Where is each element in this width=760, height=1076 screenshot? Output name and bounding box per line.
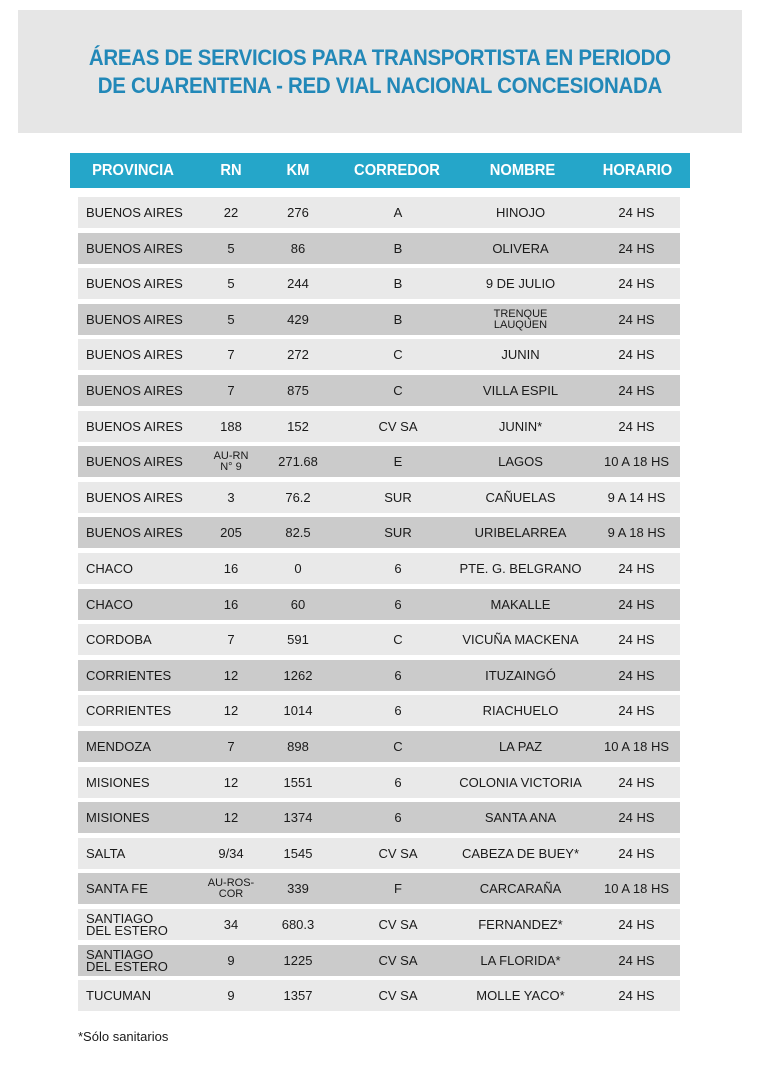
cell-corredor: B	[393, 275, 403, 291]
cell-provincia: SANTIAGO DEL ESTERO	[86, 946, 168, 974]
cell-corredor: 6	[394, 809, 402, 825]
cell-provincia: MENDOZA	[86, 738, 151, 754]
cell-rn: 12	[223, 809, 239, 825]
cell-provincia: MISIONES	[86, 774, 150, 790]
page-title	[89, 44, 671, 100]
cell-horario: 24 HS	[618, 952, 655, 968]
table-row	[78, 482, 680, 513]
cell-rn: 12	[223, 667, 239, 683]
table-row	[78, 945, 680, 976]
cell-rn: 34	[223, 916, 239, 932]
table-row	[78, 802, 680, 833]
cell-nombre: VICUÑA MACKENA	[462, 631, 579, 647]
cell-provincia: BUENOS AIRES	[86, 489, 183, 505]
cell-nombre: HINOJO	[495, 204, 546, 220]
cell-rn: 7	[227, 346, 235, 362]
cell-nombre: COLONIA VICTORIA	[459, 774, 582, 790]
cell-horario: 24 HS	[618, 418, 655, 434]
cell-km: 276	[287, 204, 309, 220]
cell-nombre: VILLA ESPIL	[482, 382, 559, 398]
table-row	[78, 411, 680, 442]
cell-corredor: CV SA	[378, 418, 418, 434]
header-horario: HORARIO	[602, 162, 673, 179]
cell-km: 1545	[283, 845, 313, 861]
cell-km: 875	[287, 382, 309, 398]
cell-rn: AU-RN N° 9	[213, 449, 249, 473]
cell-horario: 24 HS	[618, 382, 655, 398]
cell-nombre: ITUZAINGÓ	[485, 667, 556, 683]
cell-rn: 3	[227, 489, 235, 505]
table-row	[78, 446, 680, 477]
cell-nombre: PTE. G. BELGRANO	[459, 560, 582, 576]
cell-horario: 10 A 18 HS	[603, 738, 670, 754]
cell-corredor: B	[393, 240, 403, 256]
cell-rn: 7	[227, 382, 235, 398]
cell-provincia: TUCUMAN	[86, 987, 151, 1003]
title-banner	[18, 10, 742, 133]
cell-nombre: MOLLE YACO*	[476, 987, 565, 1003]
cell-rn: 22	[223, 204, 239, 220]
cell-provincia: CHACO	[86, 560, 133, 576]
cell-corredor: CV SA	[378, 845, 418, 861]
cell-corredor: B	[393, 311, 403, 327]
cell-corredor: A	[393, 204, 403, 220]
cell-provincia: CORDOBA	[86, 631, 152, 647]
cell-provincia: CORRIENTES	[86, 667, 172, 683]
cell-corredor: SUR	[384, 524, 412, 540]
table-row	[78, 375, 680, 406]
cell-provincia: CHACO	[86, 596, 133, 612]
cell-rn: 7	[227, 631, 235, 647]
cell-km: 86	[290, 240, 306, 256]
cell-horario: 24 HS	[618, 240, 655, 256]
cell-nombre: LAGOS	[498, 453, 543, 469]
cell-provincia: BUENOS AIRES	[86, 346, 183, 362]
table-row	[78, 233, 680, 264]
cell-provincia: BUENOS AIRES	[86, 240, 183, 256]
cell-horario: 24 HS	[618, 667, 655, 683]
cell-rn: 12	[223, 702, 239, 718]
cell-nombre: OLIVERA	[492, 240, 549, 256]
cell-horario: 24 HS	[618, 845, 655, 861]
cell-corredor: CV SA	[378, 916, 418, 932]
cell-rn: 205	[220, 524, 242, 540]
cell-corredor: 6	[394, 667, 402, 683]
cell-nombre: 9 DE JULIO	[485, 275, 556, 291]
cell-corredor: F	[394, 880, 402, 896]
cell-horario: 24 HS	[618, 774, 655, 790]
cell-provincia: BUENOS AIRES	[86, 311, 183, 327]
header-km: KM	[286, 162, 310, 179]
cell-km: 1014	[283, 702, 313, 718]
cell-km: 272	[287, 346, 309, 362]
cell-horario: 24 HS	[618, 809, 655, 825]
title-line-1: ÁREAS DE SERVICIOS PARA TRANSPORTISTA EN PERIODO	[89, 44, 671, 70]
cell-km: 244	[287, 275, 309, 291]
cell-nombre: SANTA ANA	[484, 809, 557, 825]
cell-rn: 9	[227, 952, 235, 968]
footnote: *Sólo sanitarios	[78, 1029, 169, 1044]
table-row	[78, 909, 680, 940]
table-row	[78, 304, 680, 335]
cell-provincia: BUENOS AIRES	[86, 453, 183, 469]
cell-horario: 24 HS	[618, 702, 655, 718]
cell-nombre: MAKALLE	[490, 596, 551, 612]
cell-horario: 9 A 14 HS	[607, 489, 666, 505]
cell-corredor: CV SA	[378, 952, 418, 968]
cell-horario: 24 HS	[618, 346, 655, 362]
cell-nombre: TRENQUE LAUQUEN	[493, 307, 548, 331]
cell-km: 1357	[283, 987, 313, 1003]
table-row	[78, 268, 680, 299]
cell-corredor: CV SA	[378, 987, 418, 1003]
cell-km: 591	[287, 631, 309, 647]
cell-provincia: SANTA FE	[86, 880, 148, 896]
header-corredor: CORREDOR	[354, 162, 440, 179]
cell-corredor: 6	[394, 596, 402, 612]
table-row	[78, 873, 680, 904]
cell-horario: 9 A 18 HS	[607, 524, 666, 540]
cell-corredor: E	[393, 453, 403, 469]
cell-rn: 16	[223, 560, 239, 576]
cell-rn: 7	[227, 738, 235, 754]
cell-rn: 188	[220, 418, 242, 434]
cell-horario: 24 HS	[618, 560, 655, 576]
cell-rn: 5	[227, 240, 235, 256]
cell-nombre: URIBELARREA	[474, 524, 567, 540]
table-row	[78, 339, 680, 370]
cell-provincia: BUENOS AIRES	[86, 275, 183, 291]
table-header	[70, 153, 690, 188]
cell-provincia: SALTA	[86, 845, 126, 861]
cell-horario: 24 HS	[618, 275, 655, 291]
cell-corredor: C	[393, 382, 403, 398]
cell-horario: 24 HS	[618, 596, 655, 612]
cell-provincia: SANTIAGO DEL ESTERO	[86, 910, 168, 938]
table-row	[78, 731, 680, 762]
header-provincia: PROVINCIA	[92, 162, 174, 179]
table-row	[78, 660, 680, 691]
cell-km: 339	[287, 880, 309, 896]
cell-horario: 24 HS	[618, 204, 655, 220]
table-row	[78, 838, 680, 869]
cell-km: 1551	[283, 774, 313, 790]
header-rn: RN	[220, 162, 242, 179]
cell-corredor: 6	[394, 774, 402, 790]
cell-km: 1225	[283, 952, 313, 968]
cell-nombre: JUNIN	[501, 346, 540, 362]
cell-nombre: FERNANDEZ*	[478, 916, 563, 932]
cell-provincia: BUENOS AIRES	[86, 418, 183, 434]
table-row	[78, 553, 680, 584]
cell-nombre: CARCARAÑA	[479, 880, 562, 896]
cell-rn: 16	[223, 596, 239, 612]
cell-nombre: LA PAZ	[498, 738, 543, 754]
table-row	[78, 695, 680, 726]
cell-horario: 24 HS	[618, 916, 655, 932]
cell-rn: 5	[227, 311, 235, 327]
table-row	[78, 624, 680, 655]
cell-rn: 9	[227, 987, 235, 1003]
cell-km: 82.5	[285, 524, 311, 540]
cell-km: 1262	[283, 667, 313, 683]
cell-nombre: CAÑUELAS	[485, 489, 556, 505]
cell-rn: 5	[227, 275, 235, 291]
cell-horario: 24 HS	[618, 631, 655, 647]
cell-nombre: LA FLORIDA*	[480, 952, 561, 968]
cell-km: 898	[287, 738, 309, 754]
cell-km: 271.68	[278, 453, 318, 469]
table-row	[78, 197, 680, 228]
cell-horario: 24 HS	[618, 311, 655, 327]
cell-km: 60	[290, 596, 306, 612]
cell-provincia: BUENOS AIRES	[86, 382, 183, 398]
cell-km: 76.2	[285, 489, 311, 505]
table-row	[78, 767, 680, 798]
cell-nombre: JUNIN*	[498, 418, 543, 434]
cell-km: 152	[287, 418, 309, 434]
cell-nombre: CABEZA DE BUEY*	[461, 845, 580, 861]
cell-corredor: C	[393, 346, 403, 362]
table-row	[78, 589, 680, 620]
cell-corredor: C	[393, 631, 403, 647]
cell-provincia: BUENOS AIRES	[86, 524, 183, 540]
cell-km: 1374	[283, 809, 313, 825]
cell-corredor: C	[393, 738, 403, 754]
cell-provincia: BUENOS AIRES	[86, 204, 183, 220]
cell-rn: 9/34	[218, 845, 244, 861]
table-row	[78, 980, 680, 1011]
cell-nombre: RIACHUELO	[482, 702, 559, 718]
cell-provincia: MISIONES	[86, 809, 150, 825]
cell-horario: 10 A 18 HS	[603, 880, 670, 896]
cell-km: 0	[294, 560, 302, 576]
cell-horario: 10 A 18 HS	[603, 453, 670, 469]
table-row	[78, 517, 680, 548]
cell-provincia: CORRIENTES	[86, 702, 172, 718]
title-line-2: DE CUARENTENA - RED VIAL NACIONAL CONCESIONADA	[97, 72, 663, 98]
cell-corredor: SUR	[384, 489, 412, 505]
cell-corredor: 6	[394, 702, 402, 718]
cell-km: 680.3	[281, 916, 315, 932]
cell-corredor: 6	[394, 560, 402, 576]
cell-rn: AU-ROS- COR	[207, 876, 255, 900]
header-nombre: NOMBRE	[489, 162, 556, 179]
cell-km: 429	[287, 311, 309, 327]
cell-rn: 12	[223, 774, 239, 790]
cell-horario: 24 HS	[618, 987, 655, 1003]
